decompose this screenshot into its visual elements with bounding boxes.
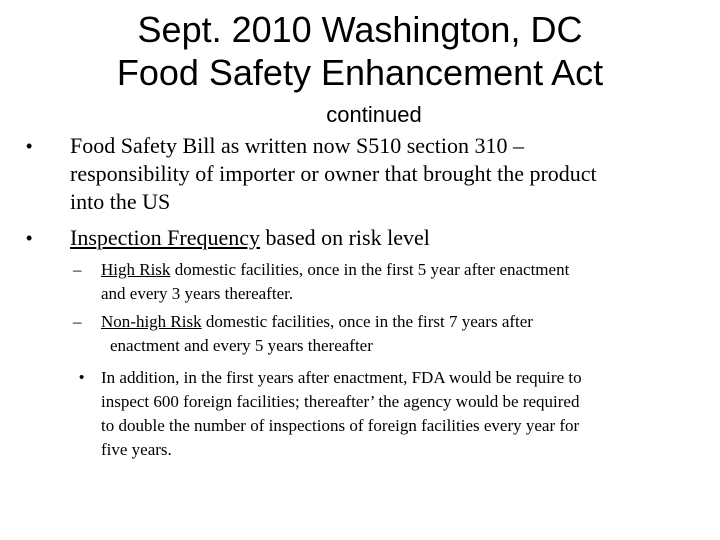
bullet-marker: • <box>26 136 33 156</box>
subbullet-non-high-risk <box>73 310 681 358</box>
bullet-food-safety-bill <box>26 132 670 216</box>
subbullet-line: and every 3 years thereafter. <box>101 284 294 303</box>
slide-title <box>0 8 720 94</box>
subbullet-line: inspect 600 foreign facilities; thereafter’ the agency would be required <box>101 392 580 411</box>
bullet-line: Food Safety Bill as written now S510 section 310 – <box>70 133 525 158</box>
subbullet-text: domestic facilities, once in the first 5 year after enactment <box>170 260 570 279</box>
subbullet-in-addition <box>79 366 681 462</box>
dot-marker: • <box>79 369 85 386</box>
subbullet-text: domestic facilities, once in the first 7 years after <box>201 312 533 331</box>
title-line-1: Sept. 2010 Washington, DC <box>137 9 583 50</box>
subbullet-line <box>101 258 681 282</box>
bullet-line: responsibility of importer or owner that brought the product <box>70 161 597 186</box>
high-risk-label: High Risk <box>101 260 171 279</box>
subbullet-line: In addition, in the first years after enactment, FDA would be require to <box>101 368 582 387</box>
subtitle-continued: continued <box>326 102 422 127</box>
subbullet-line: five years. <box>101 440 172 459</box>
inspection-frequency-label: Inspection Frequency <box>70 225 260 250</box>
non-high-risk-label: Non-high Risk <box>101 312 202 331</box>
subbullet-line <box>101 310 681 334</box>
title-line-2: Food Safety Enhancement Act <box>116 52 604 93</box>
dash-marker: – <box>73 260 82 279</box>
subbullet-line: to double the number of inspections of foreign facilities every year for <box>101 416 580 435</box>
subbullet-line: enactment and every 5 years thereafter <box>110 336 373 355</box>
bullet-marker: • <box>26 228 33 248</box>
dash-marker: – <box>73 312 82 331</box>
bullet-text: based on risk level <box>260 225 430 250</box>
bullet-inspection-frequency <box>26 224 670 252</box>
subbullet-high-risk <box>73 258 681 306</box>
bullet-line: into the US <box>70 189 171 214</box>
